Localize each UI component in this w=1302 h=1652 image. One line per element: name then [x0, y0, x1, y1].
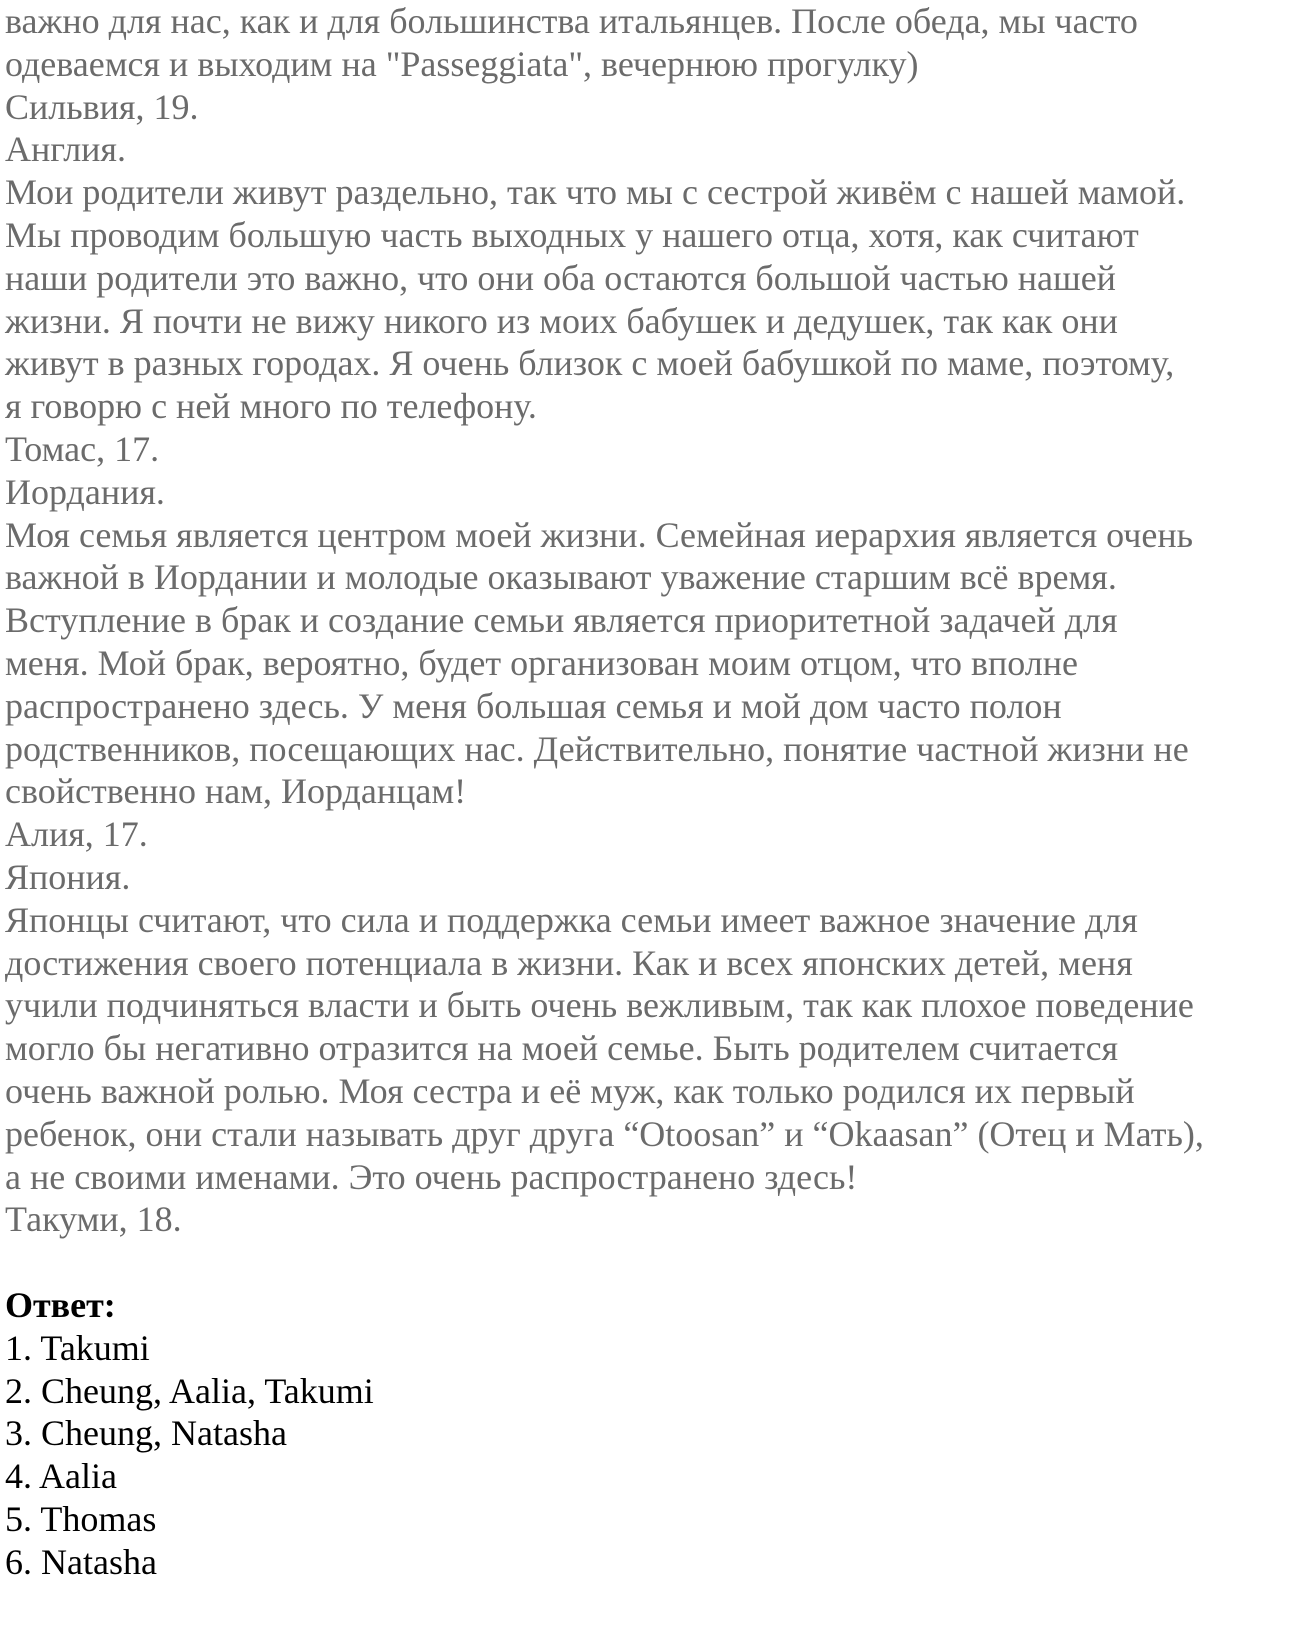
- passage-line: важной в Иордании и молодые оказывают уважение старшим всё время.: [5, 557, 1117, 598]
- passage-line: ребенок, они стали называть друг друга “Otoosan” и “Okaasan” (Отец и Мать),: [5, 1113, 1204, 1154]
- author-signature: Алия, 17.: [5, 814, 148, 855]
- passage-line: учили подчиняться власти и быть очень вежливым, так как плохое поведение: [5, 985, 1194, 1026]
- section-spacer: [5, 1241, 1295, 1284]
- country-heading: Япония.: [5, 856, 131, 897]
- passage-line: Японцы считают, что сила и поддержка семьи имеет важное значение для: [5, 899, 1138, 940]
- passage-line: наши родители это важно, что они оба остаются большой частью нашей: [5, 257, 1116, 298]
- answer-item: 3. Cheung, Natasha: [5, 1413, 287, 1454]
- passage-line: меня. Мой брак, вероятно, будет организован моим отцом, что вполне: [5, 642, 1078, 683]
- passage-line: Моя семья является центром моей жизни. Семейная иерархия является очень: [5, 514, 1193, 555]
- passage-line: свойственно нам, Иорданцам!: [5, 771, 467, 812]
- answer-section: [5, 1284, 1295, 1584]
- passage-text: [5, 0, 1295, 1241]
- answer-item: 6. Natasha: [5, 1541, 157, 1582]
- passage-line: Мы проводим большую часть выходных у нашего отца, хотя, как считают: [5, 214, 1139, 255]
- answer-heading: Ответ:: [5, 1284, 116, 1325]
- passage-line: достижения своего потенциала в жизни. Как и всех японских детей, меня: [5, 942, 1133, 983]
- author-signature: Томас, 17.: [5, 428, 160, 469]
- passage-line: одеваемся и выходим на "Passeggiata", вечернюю прогулку): [5, 43, 919, 84]
- country-heading: Англия.: [5, 129, 126, 170]
- author-signature: Такуми, 18.: [5, 1199, 182, 1240]
- document-page: [5, 0, 1295, 1583]
- passage-line: важно для нас, как и для большинства итальянцев. После обеда, мы часто: [5, 1, 1138, 41]
- passage-line: живут в разных городах. Я очень близок с моей бабушкой по маме, поэтому,: [5, 343, 1175, 384]
- answer-item: 4. Aalia: [5, 1456, 117, 1497]
- passage-line: очень важной ролью. Моя сестра и её муж, как только родился их первый: [5, 1070, 1135, 1111]
- answer-item: 5. Thomas: [5, 1498, 157, 1539]
- passage-line: могло бы негативно отразится на моей семье. Быть родителем считается: [5, 1028, 1119, 1069]
- passage-line: а не своими именами. Это очень распространено здесь!: [5, 1156, 858, 1197]
- passage-line: Вступление в брак и создание семьи является приоритетной задачей для: [5, 600, 1118, 641]
- passage-line: жизни. Я почти не вижу никого из моих бабушек и дедушек, так как они: [5, 300, 1118, 341]
- passage-line: Мои родители живут раздельно, так что мы с сестрой живём с нашей мамой.: [5, 172, 1186, 213]
- country-heading: Иордания.: [5, 471, 165, 512]
- author-signature: Сильвия, 19.: [5, 86, 199, 127]
- passage-line: я говорю с ней много по телефону.: [5, 386, 537, 427]
- answer-item: 1. Takumi: [5, 1327, 150, 1368]
- answer-item: 2. Cheung, Aalia, Takumi: [5, 1370, 374, 1411]
- passage-line: распространено здесь. У меня большая семья и мой дом часто полон: [5, 685, 1062, 726]
- passage-line: родственников, посещающих нас. Действительно, понятие частной жизни не: [5, 728, 1189, 769]
